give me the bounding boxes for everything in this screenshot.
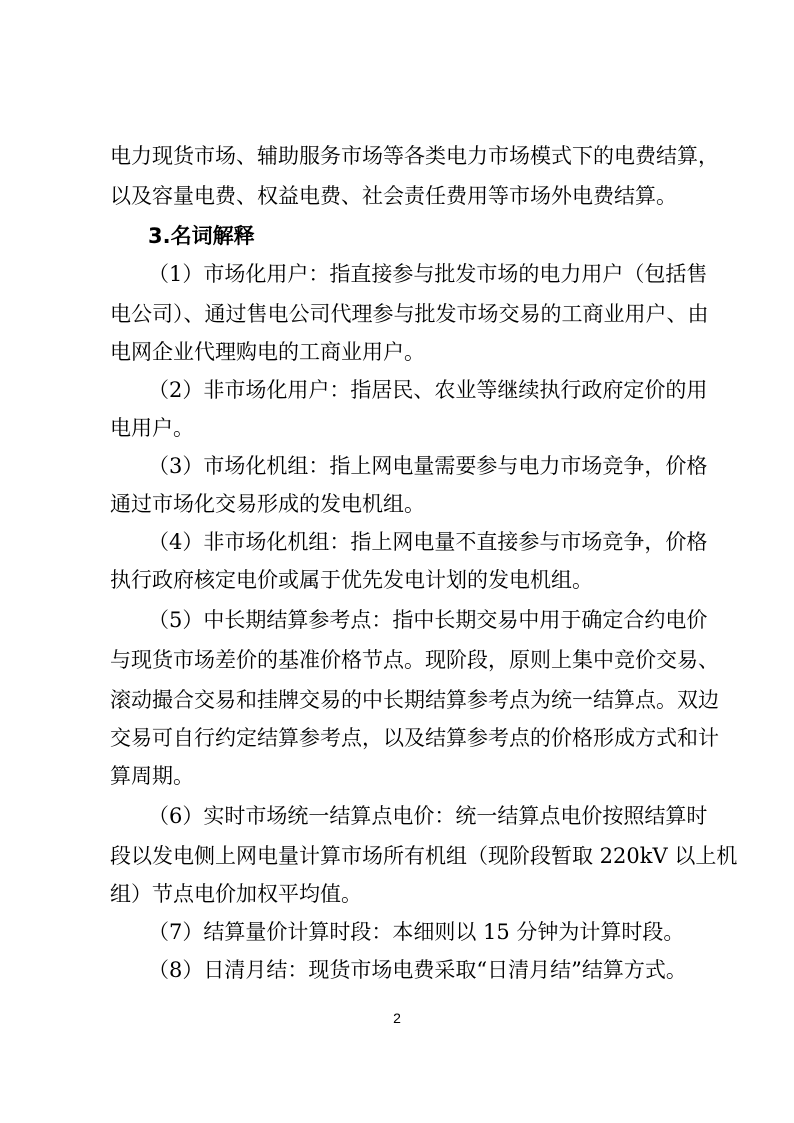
paragraph-line: 交易可自行约定结算参考点，以及结算参考点的价格形成方式和计	[110, 726, 719, 750]
paragraph-line: （3）市场化机组：指上网电量需要参与电力市场竞争，价格	[148, 454, 708, 478]
section-heading: 3.名词解释	[148, 224, 255, 248]
paragraph-line: 算周期。	[110, 764, 194, 788]
paragraph-line: （6）实时市场统一结算点电价：统一结算点电价按照结算时	[148, 804, 708, 828]
paragraph-line: 电公司）、通过售电公司代理参与批发市场交易的工商业用户、由	[110, 302, 709, 326]
paragraph-line: （8）日清月结：现货市场电费采取“日清月结”结算方式。	[148, 958, 687, 982]
paragraph-line: 与现货市场差价的基准价格节点。现阶段，原则上集中竞价交易、	[110, 648, 719, 672]
paragraph-line: 以及容量电费、权益电费、社会责任费用等市场外电费结算。	[110, 184, 677, 208]
paragraph-line: 电网企业代理购电的工商业用户。	[110, 340, 425, 364]
page-number: 2	[393, 1010, 401, 1026]
paragraph-line: 段以发电侧上网电量计算市场所有机组（现阶段暂取 220kV 以上机	[110, 844, 738, 868]
paragraph-line: 电力现货市场、辅助服务市场等各类电力市场模式下的电费结算，	[110, 144, 719, 168]
paragraph-line: （1）市场化用户：指直接参与批发市场的电力用户（包括售	[148, 262, 708, 286]
paragraph-line: （2）非市场化用户：指居民、农业等继续执行政府定价的用	[148, 378, 708, 402]
paragraph-line: 执行政府核定电价或属于优先发电计划的发电机组。	[110, 568, 593, 592]
paragraph-line: （5）中长期结算参考点：指中长期交易中用于确定合约电价	[148, 608, 708, 632]
paragraph-line: （7）结算量价计算时段：本细则以 15 分钟为计算时段。	[148, 920, 685, 944]
paragraph-line: 滚动撮合交易和挂牌交易的中长期结算参考点为统一结算点。双边	[110, 688, 719, 712]
paragraph-line: （4）非市场化机组：指上网电量不直接参与市场竞争，价格	[148, 530, 708, 554]
paragraph-line: 电用户。	[110, 416, 194, 440]
paragraph-line: 通过市场化交易形成的发电机组。	[110, 492, 425, 516]
paragraph-line: 组）节点电价加权平均值。	[110, 882, 362, 906]
